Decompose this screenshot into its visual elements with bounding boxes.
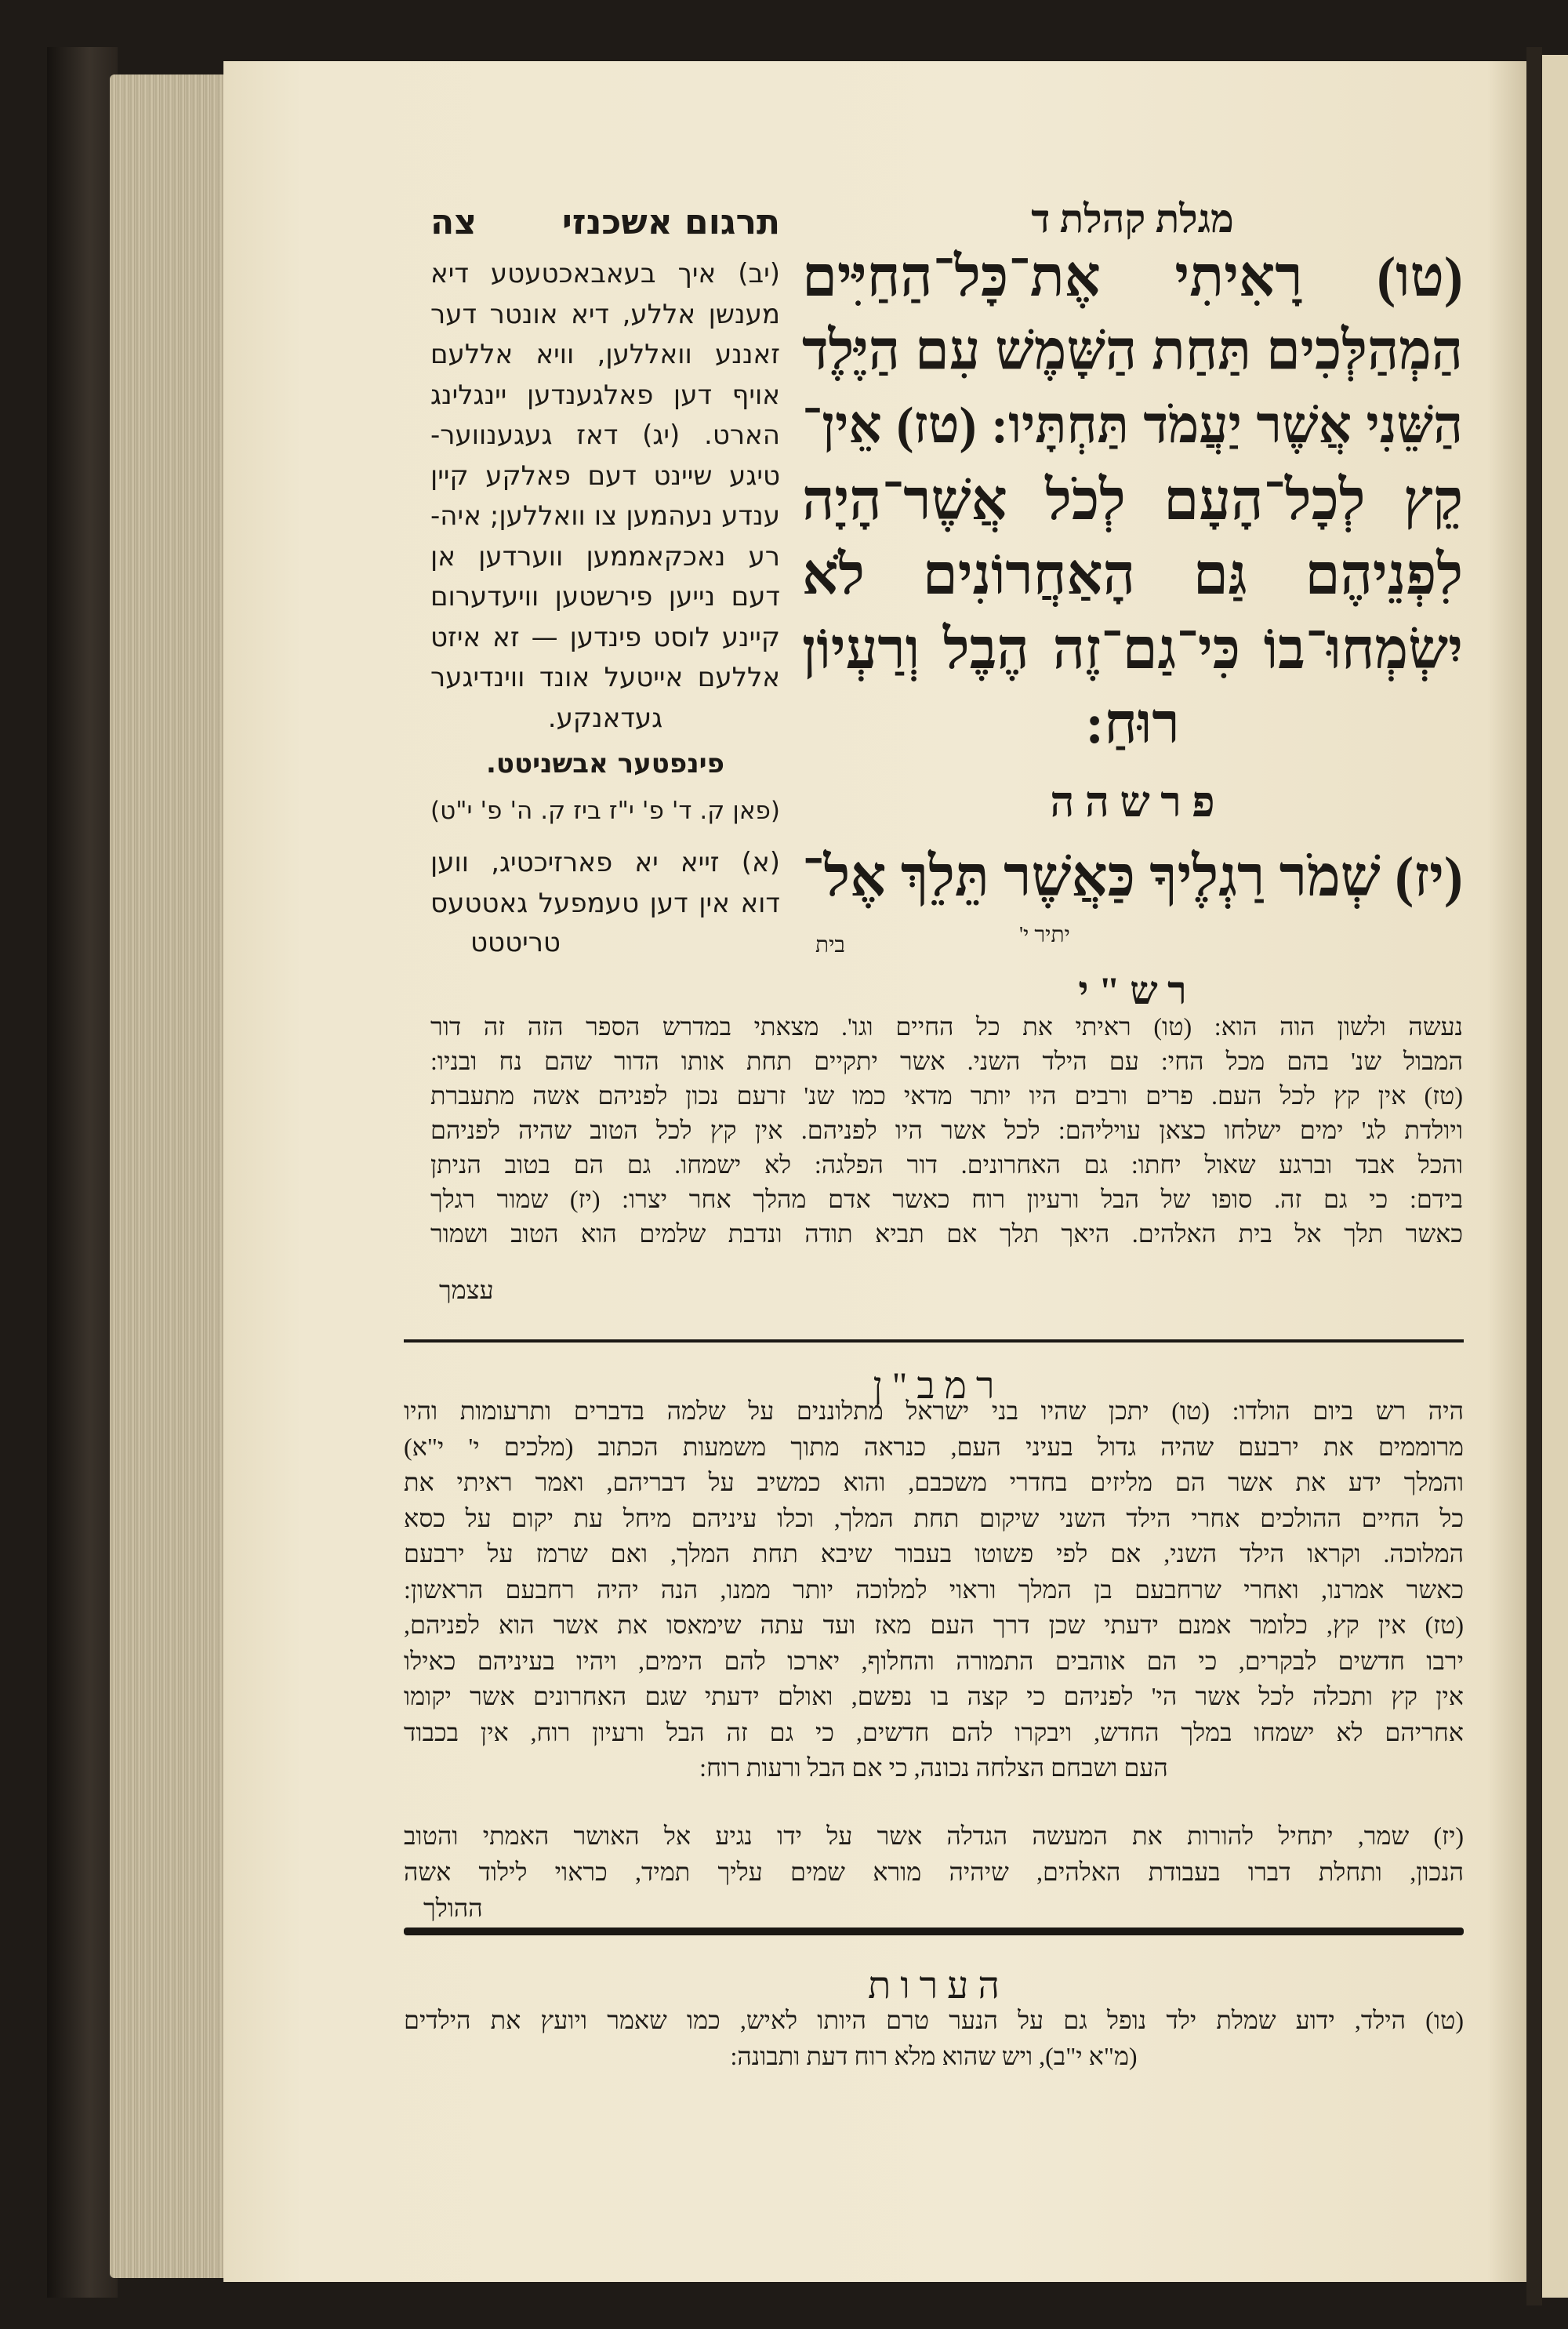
verse-line: הַמְהַלְּכִים תַּחַת הַשָּׁמֶשׁ עִם הַיֶּלֶד xyxy=(802,321,1463,381)
ramban-line: העם ושבחם הצלחה נכונה, כי אם הבל ורעות רוח: xyxy=(699,1753,1168,1782)
targum-line: (יב) איך בעאבאכטעטע דיא xyxy=(430,258,780,289)
ramban-line: היה רש ביום הולדו: (טו) יתכן שהיו בני ישראל מתלוננים על שלמה בדברים ותרעומות והיו xyxy=(404,1397,1464,1425)
ramban-line: כאשר אמרנו, ואחרי שרחבעם בן המלך וראוי למלוכה יותר ממנו, הנה יהיה רחבעם הראשון: xyxy=(404,1575,1464,1604)
rashi-line: כאשר תלך אל בית האלהים. היאך תלך אם תביא תודה ונדבת שלמים הוא הטוב ושמור xyxy=(430,1219,1463,1248)
verse-line: (יז) שְׁמֹר רַגְלֶיךָ כַּאֲשֶׁר תֵּלֵךְ אֶל־ xyxy=(802,845,1463,908)
targum-line: רע נאכקאממען ווערדען אן xyxy=(430,540,780,572)
parasha-heading: פ ר ש ה ה xyxy=(1050,779,1215,826)
ramban-title: ר מ ב " ן xyxy=(873,1365,995,1407)
ramban-line: אין קץ ותכלה לכל אשר הי' לפניהם כי קצה בו נפשם, ואולם ידעתי שגם האחרונים אשר יקומו xyxy=(404,1682,1464,1710)
notes-title: ה ע ר ו ת xyxy=(868,1965,1000,2007)
targum-line: הארט. (יג) דאז געגענווער- xyxy=(430,420,780,451)
rashi-line: והכל אבד וברגע שאול יחתו: גם האחרונים. דור הפלגה: לא ישמחו. גם הם בטוב הניתן xyxy=(430,1150,1463,1179)
verse-line-end: רוּחַ: xyxy=(1085,692,1180,755)
masorah-note: בית xyxy=(815,933,845,957)
targum-line: מענשן אללע, דיא אונטר דער xyxy=(430,298,780,330)
running-header: מגלת קהלת ד xyxy=(1031,197,1234,241)
book-gutter xyxy=(1526,47,1542,2305)
targum-line: טריטטט xyxy=(470,927,561,958)
targum-line: טיגע שיינט דעם פאלקע קיין xyxy=(430,460,780,492)
ramban-line: ירבו חדשים לבקרים, כי הם אוהבים התמורה והחלוף, יארכו להם הימים, ויהיו בעיניהם כאילו xyxy=(404,1646,1464,1675)
rashi-title: ר ש " י xyxy=(1078,968,1187,1012)
ramban-line: המלוכה. וקראו הילד השני, אם לפי פשוטו בעבור שיבא תחת המלך, ואם שרמז על ירבעם xyxy=(404,1539,1464,1568)
ramban-line: (יז) שמר, יתחיל להורות את המעשה הגדלה אשר על ידו נגיע אל האושר האמתי והטוב xyxy=(404,1822,1464,1850)
targum-line: דוא אין דען טעמפעל גאטטעס xyxy=(430,888,780,919)
page-edges xyxy=(110,74,227,2278)
facing-page-edge xyxy=(1542,55,1568,2298)
verse-line: קֵץ לְכָל־הָעָם לְכֹל אֲשֶׁר־הָיָה xyxy=(802,469,1463,532)
ramban-line: והמלך ידע את אשר הם מליזים בחדרי משכבם, והוא כמשיב על דבריהם, ואמר ראיתי את xyxy=(404,1468,1464,1496)
targum-line: זאננע וואללען, וויא אללעם xyxy=(430,339,780,370)
ramban-line: (טז) אין קץ, כלומר אמנם ידעתי שכן דרך העם מאז ועד עתה שימאסו את אשר הוא לפניהם, xyxy=(404,1611,1464,1639)
targum-line: געדאנקע. xyxy=(547,703,663,734)
divider-notes xyxy=(404,1928,1464,1935)
ramban-line: כל החיים ההולכים אחרי הילד השני שיקום תחת המלך, וכלו עיניהם מיחל עת יקום על כסא xyxy=(404,1503,1464,1532)
rashi-line: עצמך xyxy=(439,1276,494,1304)
targum-line: קיינע לוסט פינדען — זא איזט xyxy=(430,621,780,653)
ramban-line: הנכון, ותחלת דברו בעבודת האלהים, שיהיה מורא שמים עליך תמיד, כראוי לילוד אשה xyxy=(404,1858,1464,1886)
masorah-note: יתיר י' xyxy=(1019,923,1070,947)
targum-line: ענדע נעהמען צו וואללען; איה- xyxy=(430,500,780,532)
rashi-line: נעשה ולשון הוה הוא: (טו) ראיתי את כל החיים וגו'. מצאתי במדרש הספר הזה זה דור xyxy=(430,1012,1463,1041)
notes-line: (מ"א י"ב), ויש שהוא מלא רוח דעת ותבונה: xyxy=(730,2042,1138,2070)
targum-line: אויף דען פאלגענדען יינגלינג xyxy=(430,379,780,411)
targum-line: אללעם אייטעל אונד ווינדיגער xyxy=(430,662,780,693)
targum-line: (א) זייא יא פארזיכטיג, ווען xyxy=(430,847,780,878)
page-number: צה xyxy=(430,202,477,242)
notes-line: (טו) הילד, ידוע שמלת ילד נופל גם על הנער טרם היותו לאיש, כמו שאמר ויועץ את הילדים xyxy=(404,2006,1464,2034)
ramban-line: ההולך xyxy=(423,1894,483,1922)
book-binding xyxy=(47,47,118,2298)
rashi-line: המבול שנ' בהם מכל החי: עם הילד השני. אשר יתקיים תחת אותו הדור שהם נח ובניו: xyxy=(430,1047,1463,1075)
rashi-line: ויולדת לג' ימים ישלחו כצאן עויליהם: לכל אשר היו לפניהם. אין קץ לכל הטוב שהיה לפניהם xyxy=(430,1116,1463,1144)
verse-line: (טו) רָאִיתִי אֶת־כָּל־הַחַיִּים xyxy=(802,245,1463,308)
rashi-line: בידם: כי גם זה. סופו של הבל ורעיון רוח כאשר אדם מהלך אחר יצרו: (יז) שמור רגלך xyxy=(430,1185,1463,1213)
verse-line: לִפְנֵיהֶם גַּם הָאַחֲרוֹנִים לֹא xyxy=(802,543,1463,606)
ramban-line: מרוממים את ירבעם שהיה גדול בעיני העם, כנראה מתוך משמעות הכתוב (מלכים י' י"א) xyxy=(404,1432,1464,1461)
targum-section-title: פינפטער אבשניטט. xyxy=(486,748,724,779)
targum-header: תרגום אשכנזי xyxy=(561,202,780,242)
verse-line: יִשְׂמְחוּ־בוֹ כִּי־גַם־זֶה הֶבֶל וְרַעְיוֹן xyxy=(802,618,1463,681)
ramban-line: אחריהם לא ישמחו במלך החדש, ויבקרו להם חדשים, כי גם זה הבל ורעיון רוח, אין בכבוד xyxy=(404,1717,1464,1746)
targum-line: דעם נייען פירשטען וויעדערום xyxy=(430,581,780,612)
targum-section-range: (פאן ק. ד' פ' י"ז ביז ק. ה' פ' י"ט) xyxy=(430,797,780,825)
divider-rashi-ramban xyxy=(404,1339,1464,1343)
verse-line: הַשֵּׁנִי אֲשֶׁר יַעֲמֹד תַּחְתָּיו: (טז) אֵין־ xyxy=(802,397,1463,454)
rashi-line: (טז) אין קץ לכל העם. פרים ורבים היו יותר מדאי כמו שנ' זרעם נכון לפניהם אשה מתעברת xyxy=(430,1081,1463,1110)
